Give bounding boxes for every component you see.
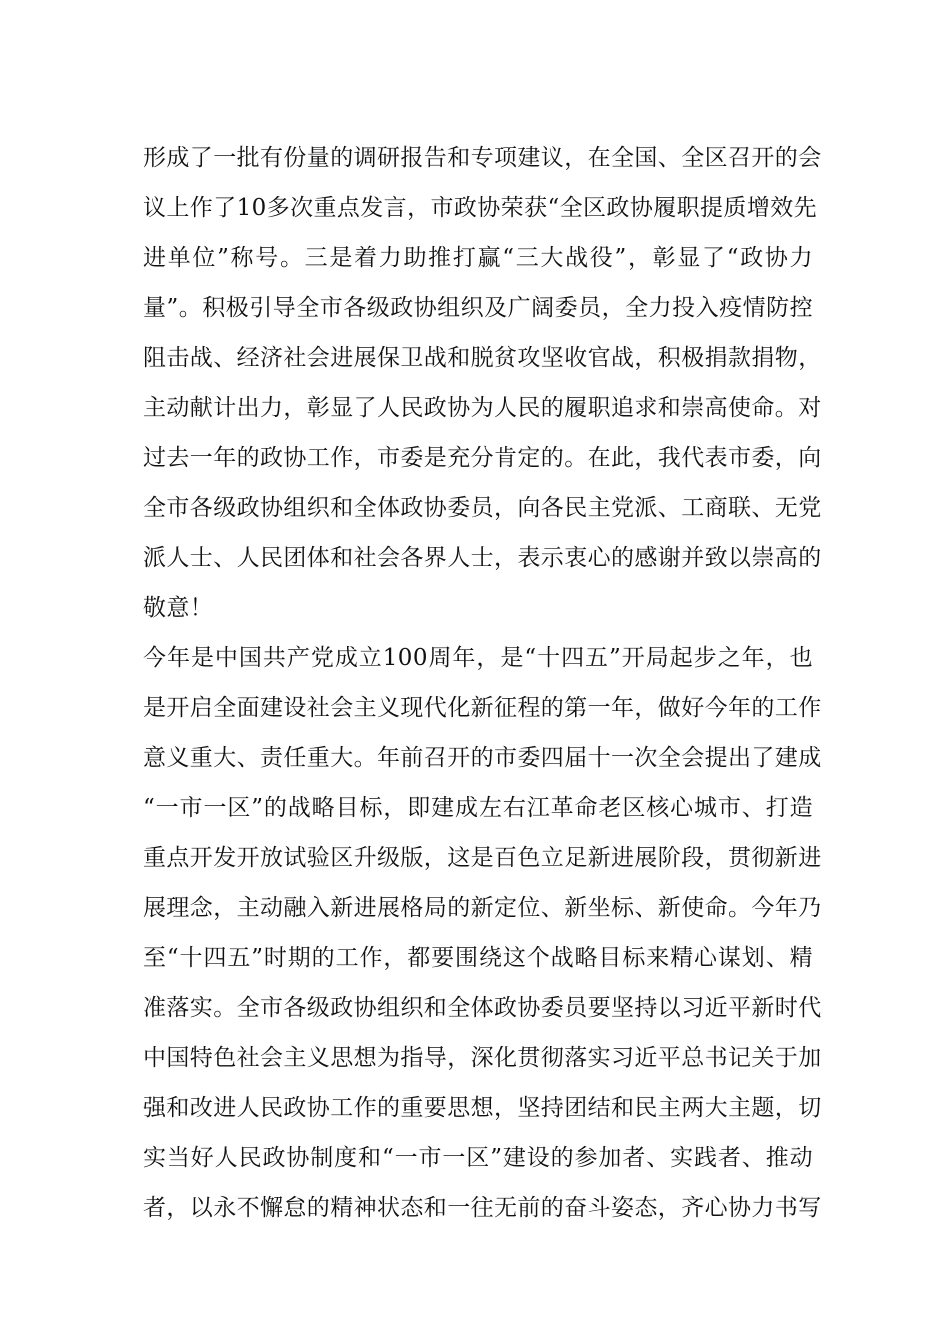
text-line: 至“十四五”时期的工作，都要围绕这个战略目标来精心谋划、精 bbox=[143, 945, 813, 971]
text-line: 形成了一批有份量的调研报告和专项建议，在全国、全区召开的会 bbox=[143, 145, 822, 171]
text-line: 派人士、人民团体和社会各界人士，表示衷心的感谢并致以崇高的 bbox=[143, 545, 822, 571]
text-line: 意义重大、责任重大。年前召开的市委四届十一次全会提出了建成 bbox=[143, 745, 822, 771]
text-line: 全市各级政协组织和全体政协委员，向各民主党派、工商联、无党 bbox=[143, 495, 822, 521]
text-line: 者，以永不懈怠的精神状态和一往无前的奋斗姿态，齐心协力书写 bbox=[143, 1195, 822, 1221]
text-line: 量”。积极引导全市各级政协组织及广阔委员，全力投入疫情防控 bbox=[143, 295, 813, 321]
text-line: 进单位”称号。三是着力助推打赢“三大战役”，彰显了“政协力 bbox=[143, 245, 813, 271]
text-line: 过去一年的政协工作，市委是充分肯定的。在此，我代表市委，向 bbox=[143, 445, 822, 471]
text-line: 实当好人民政协制度和“一市一区”建设的参加者、实践者、推动 bbox=[143, 1145, 813, 1171]
text-line: 重点开发开放试验区升级版，这是百色立足新进展阶段，贯彻新进 bbox=[143, 845, 822, 871]
text-line: 议上作了10多次重点发言，市政协荣获“全区政协履职提质增效先 bbox=[143, 195, 818, 221]
text-line: 强和改进人民政协工作的重要思想，坚持团结和民主两大主题，切 bbox=[143, 1095, 822, 1121]
text-line: 展理念，主动融入新进展格局的新定位、新坐标、新使命。今年乃 bbox=[143, 895, 822, 921]
text-line: 阻击战、经济社会进展保卫战和脱贫攻坚收官战，积极捐款捐物， bbox=[143, 345, 822, 371]
text-line: 敬意！ bbox=[143, 595, 214, 621]
text-line: 是开启全面建设社会主义现代化新征程的第一年，做好今年的工作 bbox=[143, 695, 822, 721]
text-line: 主动献计出力，彰显了人民政协为人民的履职追求和崇高使命。对 bbox=[143, 395, 822, 421]
text-line: “一市一区”的战略目标，即建成左右江革命老区核心城市、打造 bbox=[143, 795, 813, 821]
text-line: 中国特色社会主义思想为指导，深化贯彻落实习近平总书记关于加 bbox=[143, 1045, 822, 1071]
text-line: 准落实。全市各级政协组织和全体政协委员要坚持以习近平新时代 bbox=[143, 995, 822, 1021]
body-text bbox=[143, 133, 822, 1233]
text-line: 今年是中国共产党成立100周年，是“十四五”开局起步之年，也 bbox=[143, 645, 813, 671]
